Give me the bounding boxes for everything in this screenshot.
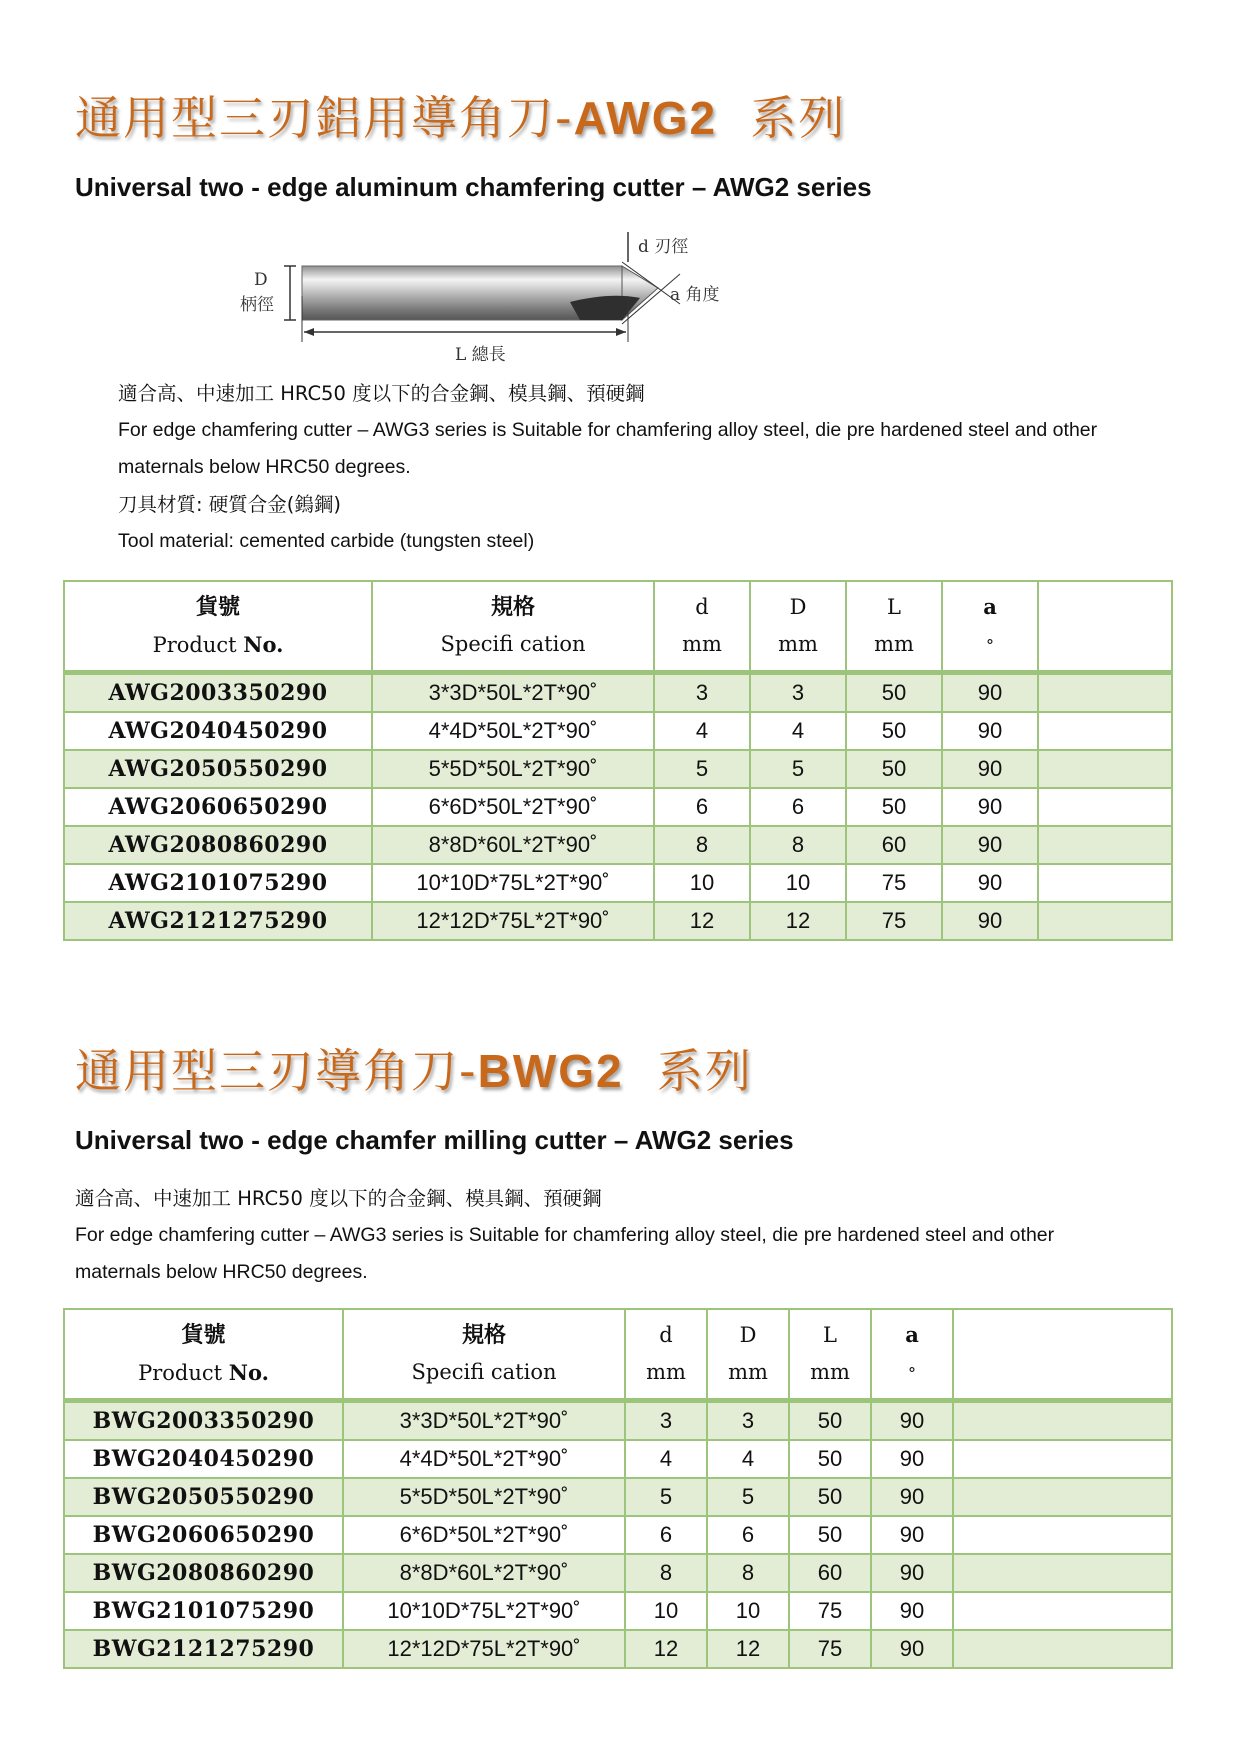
L-cell: 50 [846, 788, 942, 826]
section1-material-en: Tool material: cemented carbide (tungsten steel) [118, 530, 535, 552]
L-cell: 50 [789, 1440, 871, 1478]
header-L: L mm [846, 581, 942, 673]
empty-cell [953, 1440, 1172, 1478]
d-cell: 12 [654, 902, 750, 940]
a-cell: 90 [871, 1516, 953, 1554]
table-row [64, 1440, 1172, 1478]
D-cell: 6 [707, 1516, 789, 1554]
a-cell: 90 [871, 1478, 953, 1516]
section2-title-code: BWG2 [477, 1045, 624, 1097]
empty-cell [953, 1592, 1172, 1630]
product-no-cell: AWG2060650290 [64, 788, 372, 826]
a-cell: 90 [942, 712, 1038, 750]
specification-cell: 4*4D*50L*2T*90˚ [343, 1440, 625, 1478]
section2-subtitle: Universal two - edge chamfer milling cutter – AWG2 series [75, 1125, 794, 1155]
a-cell: 90 [871, 1554, 953, 1592]
a-cell: 90 [871, 1401, 953, 1441]
L-cell: 60 [846, 826, 942, 864]
header-D: D mm [707, 1309, 789, 1401]
table-row [64, 788, 1172, 826]
section2-title [75, 1035, 753, 1101]
header-d: d mm [625, 1309, 707, 1401]
D-cell: 8 [750, 826, 846, 864]
d-cell: 10 [625, 1592, 707, 1630]
table-row [64, 1478, 1172, 1516]
empty-cell [1038, 864, 1172, 902]
product-no-cell: AWG2040450290 [64, 712, 372, 750]
specification-cell: 8*8D*60L*2T*90˚ [343, 1554, 625, 1592]
D-cell: 3 [750, 673, 846, 713]
product-no-cell: BWG2101075290 [64, 1592, 343, 1630]
product-no-cell: AWG2003350290 [64, 673, 372, 713]
d-cell: 6 [625, 1516, 707, 1554]
specification-cell: 5*5D*50L*2T*90˚ [343, 1478, 625, 1516]
table-row [64, 1516, 1172, 1554]
section1-subtitle: Universal two - edge aluminum chamfering cutter – AWG2 series [75, 172, 872, 202]
specification-cell: 8*8D*60L*2T*90˚ [372, 826, 654, 864]
D-cell: 12 [750, 902, 846, 940]
section2-spec-table [63, 1308, 1173, 1669]
header-empty [1038, 581, 1172, 673]
specification-cell: 3*3D*50L*2T*90˚ [343, 1401, 625, 1441]
empty-cell [1038, 902, 1172, 940]
specification-cell: 3*3D*50L*2T*90˚ [372, 673, 654, 713]
table-header-row [64, 1309, 1172, 1401]
L-cell: 60 [789, 1554, 871, 1592]
L-cell: 75 [846, 902, 942, 940]
product-no-cell: AWG2080860290 [64, 826, 372, 864]
section1-material-cn: 刀具材質: 硬質合金(鎢鋼) [118, 493, 341, 516]
a-cell: 90 [871, 1630, 953, 1668]
d-cell: 12 [625, 1630, 707, 1668]
table-row [64, 1592, 1172, 1630]
D-cell: 4 [750, 712, 846, 750]
product-no-cell: AWG2121275290 [64, 902, 372, 940]
d-cell: 4 [625, 1440, 707, 1478]
D-cell: 3 [707, 1401, 789, 1441]
label-d: d 刃徑 [638, 237, 689, 257]
empty-cell [1038, 826, 1172, 864]
empty-cell [1038, 788, 1172, 826]
L-cell: 75 [789, 1630, 871, 1668]
d-cell: 8 [654, 826, 750, 864]
table-row [64, 826, 1172, 864]
L-cell: 50 [846, 750, 942, 788]
section1-desc-en-1: For edge chamfering cutter – AWG3 series is Suitable for chamfering alloy steel, die pre hardened steel and other [118, 419, 1098, 441]
header-d: d mm [654, 581, 750, 673]
label-angle: a 角度 [670, 285, 720, 305]
section2-title-cn: 通用型三刃導角刀- [75, 1044, 478, 1098]
D-cell: 8 [707, 1554, 789, 1592]
d-cell: 4 [654, 712, 750, 750]
section1-title-cn: 通用型三刃鋁用導角刀- [75, 91, 574, 145]
empty-cell [953, 1630, 1172, 1668]
a-cell: 90 [942, 673, 1038, 713]
header-specification: 規格 Specifi cation [372, 581, 654, 673]
table-header-row [64, 581, 1172, 673]
d-cell: 6 [654, 788, 750, 826]
D-cell: 10 [707, 1592, 789, 1630]
L-cell: 75 [846, 864, 942, 902]
specification-cell: 5*5D*50L*2T*90˚ [372, 750, 654, 788]
section2-desc-en-1: For edge chamfering cutter – AWG3 series is Suitable for chamfering alloy steel, die pre hardened steel and other [75, 1224, 1055, 1246]
table-row [64, 750, 1172, 788]
section1-spec-table [63, 580, 1173, 941]
header-specification: 規格 Specifi cation [343, 1309, 625, 1401]
a-cell: 90 [942, 788, 1038, 826]
product-no-cell: AWG2101075290 [64, 864, 372, 902]
specification-cell: 12*12D*75L*2T*90˚ [343, 1630, 625, 1668]
empty-cell [953, 1516, 1172, 1554]
header-product-no: 貨號 Product No. [64, 581, 372, 673]
product-no-cell: AWG2050550290 [64, 750, 372, 788]
specification-cell: 10*10D*75L*2T*90˚ [372, 864, 654, 902]
D-cell: 5 [750, 750, 846, 788]
D-cell: 4 [707, 1440, 789, 1478]
table-row [64, 902, 1172, 940]
d-cell: 3 [654, 673, 750, 713]
section1-title [75, 82, 846, 148]
L-cell: 50 [789, 1516, 871, 1554]
empty-cell [953, 1478, 1172, 1516]
empty-cell [1038, 712, 1172, 750]
D-cell: 10 [750, 864, 846, 902]
d-cell: 5 [654, 750, 750, 788]
product-no-cell: BWG2040450290 [64, 1440, 343, 1478]
L-cell: 50 [846, 673, 942, 713]
D-cell: 6 [750, 788, 846, 826]
section2-title-suffix: 系列 [656, 1044, 753, 1098]
empty-cell [953, 1401, 1172, 1441]
a-cell: 90 [871, 1440, 953, 1478]
section1-title-suffix: 系列 [750, 91, 847, 145]
header-a: a ° [942, 581, 1038, 673]
empty-cell [1038, 673, 1172, 713]
tool-diagram [240, 232, 740, 365]
empty-cell [953, 1554, 1172, 1592]
header-a: a ° [871, 1309, 953, 1401]
specification-cell: 12*12D*75L*2T*90˚ [372, 902, 654, 940]
section1-title-code: AWG2 [573, 92, 718, 144]
label-D: D [254, 270, 268, 290]
a-cell: 90 [942, 826, 1038, 864]
product-no-cell: BWG2050550290 [64, 1478, 343, 1516]
D-cell: 5 [707, 1478, 789, 1516]
a-cell: 90 [942, 864, 1038, 902]
header-L: L mm [789, 1309, 871, 1401]
empty-cell [1038, 750, 1172, 788]
D-cell: 12 [707, 1630, 789, 1668]
specification-cell: 6*6D*50L*2T*90˚ [372, 788, 654, 826]
product-no-cell: BWG2060650290 [64, 1516, 343, 1554]
L-cell: 50 [789, 1478, 871, 1516]
specification-cell: 6*6D*50L*2T*90˚ [343, 1516, 625, 1554]
table-row [64, 712, 1172, 750]
section2-desc-cn: 適合高、中速加工 HRC50 度以下的合金鋼、模具鋼、預硬鋼 [75, 1187, 602, 1210]
section1-desc-en-2: maternals below HRC50 degrees. [118, 456, 411, 478]
a-cell: 90 [942, 902, 1038, 940]
product-no-cell: BWG2080860290 [64, 1554, 343, 1592]
section1-desc-cn: 適合高、中速加工 HRC50 度以下的合金鋼、模具鋼、預硬鋼 [118, 382, 645, 405]
specification-cell: 4*4D*50L*2T*90˚ [372, 712, 654, 750]
table-row [64, 1401, 1172, 1441]
d-cell: 10 [654, 864, 750, 902]
a-cell: 90 [871, 1592, 953, 1630]
d-cell: 8 [625, 1554, 707, 1592]
header-D: D mm [750, 581, 846, 673]
table-row [64, 1630, 1172, 1668]
L-cell: 75 [789, 1592, 871, 1630]
label-shank: 柄徑 [240, 295, 274, 315]
section2-desc-en-2: maternals below HRC50 degrees. [75, 1261, 368, 1283]
product-no-cell: BWG2003350290 [64, 1401, 343, 1441]
header-product-no: 貨號 Product No. [64, 1309, 343, 1401]
L-cell: 50 [789, 1401, 871, 1441]
specification-cell: 10*10D*75L*2T*90˚ [343, 1592, 625, 1630]
d-cell: 3 [625, 1401, 707, 1441]
L-cell: 50 [846, 712, 942, 750]
table-row [64, 673, 1172, 713]
product-no-cell: BWG2121275290 [64, 1630, 343, 1668]
d-cell: 5 [625, 1478, 707, 1516]
header-empty [953, 1309, 1172, 1401]
label-length: L 總長 [455, 345, 506, 365]
a-cell: 90 [942, 750, 1038, 788]
table-row [64, 1554, 1172, 1592]
table-row [64, 864, 1172, 902]
